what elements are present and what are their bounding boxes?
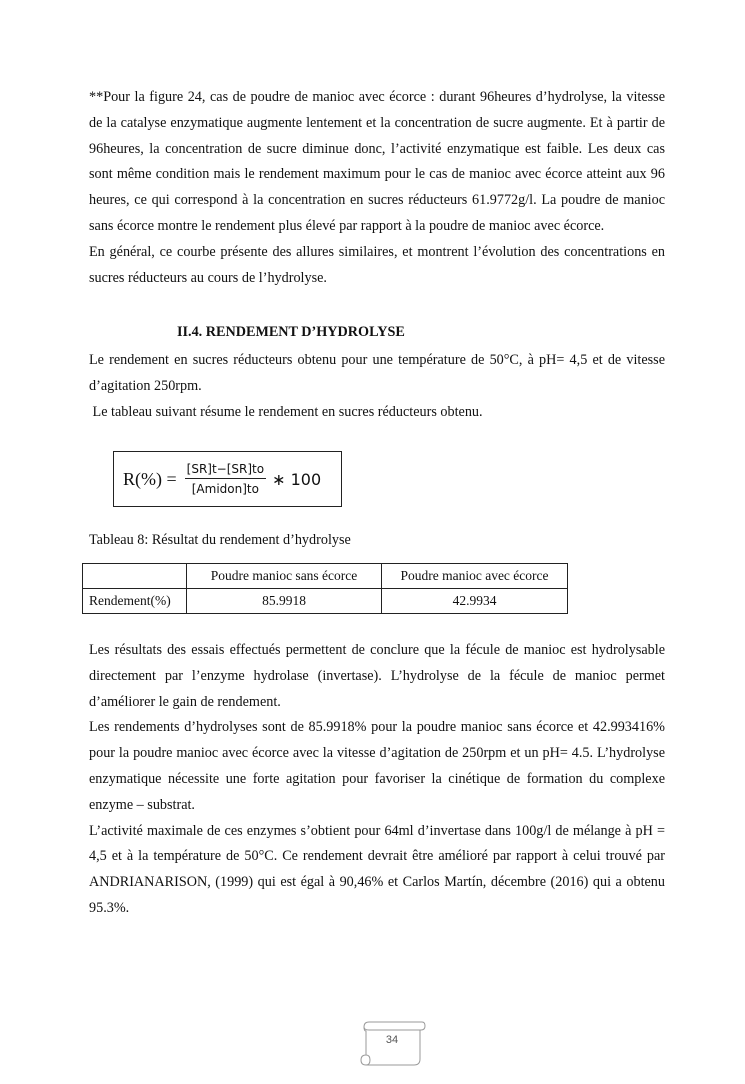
table-caption: Tableau 8: Résultat du rendement d’hydrolyse — [89, 532, 351, 548]
yield-table — [82, 563, 568, 614]
paragraph-activity: L’activité maximale de ces enzymes s’obtient pour 64ml d’invertase dans 100g/l de mélange à pH = 4,5 et à la température de 50°C. Ce rendement devrait être amélioré par rapport à celui trouvé par ANDRIANARISON, (1999) qui est égal à 90,46% et Carlos Martín, décembre (2016) qui a obtenu 95.3%. — [89, 822, 665, 916]
paragraph-yields: Les rendements d’hydrolyses sont de 85.9918% pour la poudre manioc sans écorce et 42.993416% pour la poudre manioc avec écorce avec la vitesse d’agitation de 250rpm et un pH= 4.5. L’hydrolyse enzymatique nécessite une forte agitation pour favoriser la cinétique de formation du complexe enzyme – substrat. — [89, 719, 665, 813]
intro-text — [89, 85, 665, 291]
section-heading: II.4. RENDEMENT D’HYDROLYSE — [177, 324, 405, 340]
paragraph-figure-24: **Pour la figure 24, cas de poudre de manioc avec écorce : durant 96heures d’hydrolyse, la vitesse de la catalyse enzymatique augmente lentement et la concentration de sucre augmente. Et à partir de 96heures, la concentration de sucre diminue donc, l’activité enzymatique est faible. Les deux cas sont même condition mais le rendement maximum pour le cas de manioc avec écorce atteint aux 96 heures, ce qui correspond à la concentration en sucres réducteurs 61.9772g/l. La poudre de manioc sans écorce montre le rendement plus élevé par rapport à la poudre de manioc avec écorce. — [89, 89, 665, 234]
yield-intro-text — [89, 348, 665, 425]
formula-fraction — [185, 462, 266, 496]
paragraph-table-intro: Le tableau suivant résume le rendement en sucres réducteurs obtenu. — [89, 403, 483, 420]
table-cell: 42.9934 — [382, 589, 568, 614]
table-row — [83, 589, 568, 614]
table-cell: Rendement(%) — [83, 589, 187, 614]
page-number-scroll — [358, 1019, 426, 1069]
table-header-cell: Poudre manioc sans écorce — [187, 564, 382, 589]
table-header-cell — [83, 564, 187, 589]
table-cell: 85.9918 — [187, 589, 382, 614]
table-header-row — [83, 564, 568, 589]
page-number: 34 — [385, 1034, 399, 1046]
paragraph-conditions: Le rendement en sucres réducteurs obtenu pour une température de 50°C, à pH= 4,5 et de vitesse d’agitation 250rpm. — [89, 352, 665, 394]
table-header-cell: Poudre manioc avec écorce — [382, 564, 568, 589]
yield-formula — [113, 451, 342, 507]
paragraph-general: En général, ce courbe présente des allures similaires, et montrent l’évolution des concentrations en sucres réducteurs au cours de l’hydrolyse. — [89, 243, 665, 286]
formula-rhs: ∗ 100 — [272, 469, 322, 489]
paragraph-results: Les résultats des essais effectués permettent de conclure que la fécule de manioc est hydrolysable directement par l’enzyme hydrolase (invertase). L’hydrolyse de la fécule de manioc permet d’améliorer le gain de rendement. — [89, 642, 665, 710]
conclusion-text — [89, 638, 665, 922]
formula-numerator: [SR]t−[SR]to — [185, 462, 266, 479]
formula-lhs: R(%) = — [123, 468, 177, 489]
formula-denominator: [Amidon]to — [191, 482, 259, 496]
